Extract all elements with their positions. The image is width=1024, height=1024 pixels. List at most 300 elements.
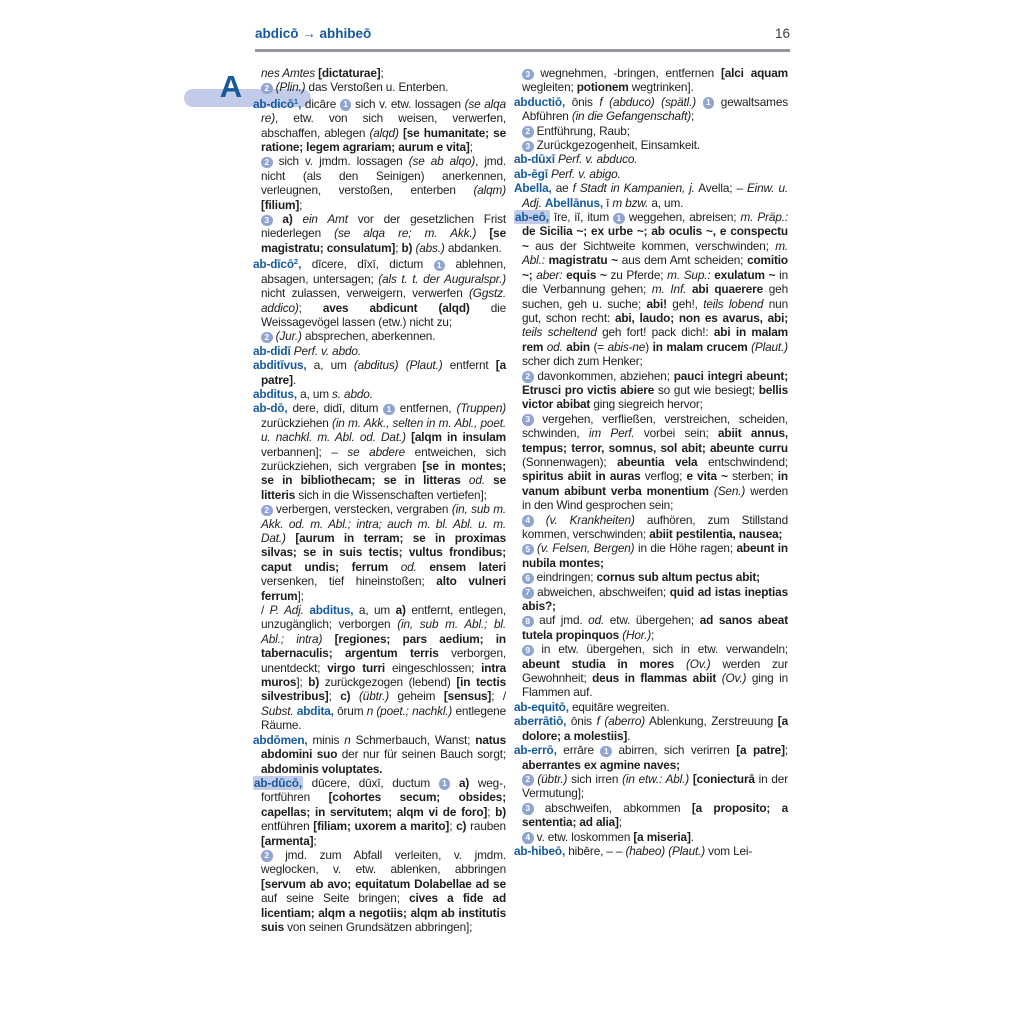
text-segment: Entführung, Raub; [533, 123, 630, 138]
headword: aberrātiō, [514, 714, 567, 729]
headword: ab-errō, [514, 743, 557, 758]
headword: ab-equitō, [514, 699, 569, 714]
sense-number-badge: 4 [522, 832, 534, 844]
text-segment: f (abduco) (spätl.) [599, 94, 697, 109]
text-segment: abiit annus, tempus; terror, somnus, sol abit; abeunte curru [522, 426, 788, 455]
text-segment: ; [298, 300, 323, 315]
text-segment: davonkommen, abziehen; [533, 368, 674, 383]
dictionary-entry [253, 776, 506, 848]
sense-number-badge: 7 [522, 587, 534, 599]
sense-number-badge: 1 [434, 260, 446, 272]
text-segment: errāre [556, 743, 601, 758]
text-segment: in der Vermutung]; [522, 771, 788, 801]
text-segment: abi! [646, 296, 667, 311]
text-segment: c) [456, 819, 467, 834]
text-segment: intra muros [261, 660, 506, 690]
dictionary-entry [514, 844, 788, 858]
text-segment: īre, iī, itum [549, 210, 614, 225]
sense-number-badge: 3 [522, 69, 534, 81]
text-segment: [in tectis silvestribus] [261, 675, 506, 704]
text-segment: ōrum [333, 703, 367, 718]
sense-paragraph [514, 124, 788, 138]
text-segment: Perf. v. abigo. [550, 166, 621, 181]
text-segment: entschwindend; [697, 454, 788, 469]
text-segment: eingeschlossen; [385, 660, 482, 675]
text-segment: magistratu ~ [548, 253, 618, 268]
text-segment: geh suchen, geh u. suche; [522, 282, 788, 311]
sense-number-badge: 1 [439, 778, 451, 790]
text-segment: od. [546, 339, 563, 354]
text-segment: (Plaut.) [751, 339, 788, 354]
text-segment: a) [395, 603, 406, 618]
text-segment: ōnis [565, 94, 600, 109]
text-segment: , etw. von sich weisen, verwerfen, abschaffen, ablegen [261, 111, 506, 140]
sense-paragraph [253, 848, 506, 934]
sense-number-badge: 2 [522, 126, 534, 138]
text-segment: potionem [576, 80, 629, 95]
sense-number-badge: 3 [522, 141, 534, 153]
text-segment: / [261, 603, 270, 618]
text-segment: entlegene Räume. [261, 703, 506, 733]
text-segment: hibēre, – – [565, 843, 626, 858]
text-segment: aufhören, zum Stillstand kommen, verschwinden; [522, 512, 788, 541]
sense-paragraph [514, 513, 788, 542]
text-segment: se litteris [261, 473, 506, 502]
headword: ab-dūxī [514, 152, 555, 167]
text-segment: abeuntia vela [617, 454, 698, 469]
sense-paragraph [514, 585, 788, 614]
dictionary-entry [514, 152, 788, 166]
text-segment: jmd. zum Abfall verleiten, v. jmdm. weglocken, v. etw. ablenken, abbringen [261, 847, 506, 877]
continuation-paragraph [253, 66, 506, 80]
text-segment: virgo turri [327, 660, 386, 675]
headword-homonym-number: 1 [293, 96, 299, 106]
text-segment: (übtr.) [537, 771, 568, 786]
dictionary-entry [514, 743, 788, 772]
text-segment [293, 212, 303, 226]
text-segment: Ablenkung, Zerstreuung [645, 714, 778, 729]
text-segment: der nur für seinen Bauch sorgt; [337, 747, 506, 762]
text-segment: Subst. [261, 703, 294, 718]
text-segment: dicāre [301, 96, 340, 111]
text-segment: c) [340, 689, 351, 704]
text-segment: spiritus abiit in auras [522, 469, 641, 484]
text-segment: m bzw. [612, 195, 649, 210]
text-segment: wegtrinken]. [628, 80, 694, 95]
sense-paragraph [514, 412, 788, 513]
text-segment: (se alqa re; m. Akk.) [334, 226, 477, 241]
dictionary-entry [514, 167, 788, 181]
text-segment: in malam crucem [652, 339, 748, 354]
text-segment: a, um [353, 603, 396, 618]
text-segment: cornus sub altum pectus abit; [596, 570, 760, 585]
headword: ab-dō, [253, 401, 288, 416]
headword: ab-hibeō, [514, 843, 566, 858]
sense-paragraph [514, 66, 788, 95]
text-segment: in etw. übergehen, sich in etw. verwandeln; [533, 642, 788, 657]
text-segment: n (poet.; nachkl.) [366, 703, 453, 718]
text-segment: [alqm in insulam [411, 430, 506, 445]
text-segment: b) [308, 675, 320, 690]
text-segment: (in, sub m. Abl.; bl. Abl.; intra) [261, 617, 506, 646]
page-header [255, 27, 790, 41]
text-segment: (Jur.) [275, 329, 302, 344]
text-segment: pauci integri abeunt; Etrusci pro victis abiere [522, 368, 788, 397]
text-segment: (Ggstz. addico) [261, 286, 506, 315]
text-segment: wegnehmen, -bringen, entfernen [533, 66, 721, 80]
sense-number-badge: 2 [522, 774, 534, 786]
dictionary-entry [253, 387, 506, 401]
text-segment: Perf. v. abduco. [558, 152, 638, 167]
text-segment: nes Amtes [261, 66, 319, 80]
dictionary-entry [514, 95, 788, 124]
text-segment: (Ov.) [685, 656, 711, 671]
text-segment: verbannen]; – [261, 444, 348, 459]
text-segment: minis [307, 732, 345, 747]
text-segment [417, 560, 430, 574]
headword: Abella, [514, 181, 552, 196]
text-segment: (in etw.: Abl.) [622, 771, 690, 786]
text-segment: m. Abl.: [522, 238, 788, 268]
text-segment: natus abdomini suo [261, 732, 506, 762]
text-segment: [se magistratu; consulatum] [261, 226, 506, 255]
text-segment: sich in die Wissenschaften vertiefen]; [295, 487, 487, 502]
lemma-range: abdicō → abhibeō [255, 26, 372, 41]
text-segment: abdominis voluptates. [261, 761, 383, 776]
headword: ab-dicō [253, 96, 294, 111]
sense-number-badge: 3 [522, 414, 534, 426]
text-segment: a, um [306, 358, 354, 373]
text-segment: zurückgezogen (lebend) [319, 675, 457, 690]
text-segment: nicht zulassen, verweigern, verwerfen [261, 286, 470, 301]
text-segment: (als t. t. der Auguralspr.) [378, 271, 506, 286]
text-segment: aberrantes ex agmine naves; [522, 757, 680, 772]
text-segment: b) [495, 804, 506, 819]
text-segment: (v. Krankheiten) [545, 512, 635, 527]
sense-number-badge: 2 [261, 83, 273, 95]
text-segment: (in m. Akk., selten in m. Abl., poet. u. nachkl. m. Abl. od. Dat.) [261, 415, 507, 445]
text-segment [674, 657, 686, 671]
text-segment: (v. Felsen, Bergen) [537, 541, 635, 556]
sense-number-badge: 2 [522, 371, 534, 383]
sense-paragraph [253, 502, 506, 603]
text-segment: quid ad istas ineptias abis?; [522, 584, 788, 614]
sense-number-badge: 1 [613, 213, 625, 225]
text-segment: vorbei sein; [634, 426, 719, 441]
dictionary-entry [253, 255, 506, 329]
text-segment: dūcere, dūxī, ductum [302, 775, 439, 790]
text-segment: aber: [536, 267, 563, 282]
headword: abditīvus, [253, 358, 307, 373]
text-segment: ; [691, 109, 695, 124]
text-segment: ]; [296, 675, 309, 690]
text-segment: [a patre] [736, 743, 785, 758]
text-segment: ; / [491, 689, 506, 704]
text-segment: eindringen; [533, 570, 597, 585]
sense-number-badge: 2 [261, 505, 273, 517]
sense-number-badge: 1 [340, 99, 352, 111]
text-segment: vor der gesetzlichen Frist niederlegen [261, 212, 506, 241]
headword: ab-eō, [515, 210, 549, 225]
text-segment [461, 473, 469, 487]
text-segment: vom Lei- [705, 843, 753, 858]
text-segment: exulatum ~ [714, 267, 776, 282]
text-segment [388, 560, 401, 574]
text-segment [273, 212, 283, 226]
text-segment: weggehen, abreisen; [624, 210, 741, 225]
text-segment: entführen [261, 819, 314, 834]
text-segment: ; [395, 240, 402, 255]
text-segment: . [292, 372, 297, 387]
text-segment: weg-, fortführen [261, 775, 506, 805]
text-segment: werden zur Gewohnheit; [522, 656, 788, 686]
text-segment: (se alqa re) [261, 96, 506, 126]
text-segment: (Sen.) [713, 483, 746, 498]
text-segment: (alqd) [369, 125, 399, 140]
header-rule [255, 49, 790, 52]
text-segment: [aurum in terram; se in proximas silvas; se in suis tectis; vultus frondibus; caput undis; ferrum [261, 531, 506, 574]
right-column [514, 66, 788, 858]
text-segment: dīcere, dīxī, dictum [301, 257, 434, 272]
sense-paragraph [253, 329, 506, 343]
text-segment: zurückziehen [261, 415, 333, 430]
text-segment: (Ov.) [721, 671, 747, 686]
text-segment [286, 531, 296, 545]
dictionary-entry [253, 344, 506, 358]
sense-number-badge: 2 [261, 850, 273, 862]
sense-number-badge: 2 [261, 157, 273, 169]
text-segment: (habeo) (Plaut.) [625, 843, 706, 858]
text-segment: . [690, 829, 694, 844]
text-segment: (alqm) [473, 183, 506, 198]
text-segment: (Sonnenwagen); [522, 454, 618, 469]
text-segment: gewaltsames Abführen [522, 94, 788, 124]
text-segment: Einw. u. Adj. [522, 181, 788, 210]
text-segment: sterben; [727, 469, 778, 484]
text-segment: [se in montes; se in bibliothecam; se in litteras [261, 458, 506, 488]
text-segment: dere, didī, ditum [287, 401, 384, 416]
text-segment: sich v. jmdm. lossagen [272, 154, 409, 169]
text-segment: [dictaturae] [318, 66, 381, 80]
text-segment: [a proposito; a sententia; ad alia] [522, 800, 788, 830]
text-segment: ad sanos abeat tutela propinquos [522, 613, 788, 642]
sense-number-badge: 2 [261, 332, 273, 344]
headword-homonym-number: 2 [293, 257, 299, 267]
dictionary-entry [514, 700, 788, 714]
text-segment: m. Inf. [651, 282, 687, 297]
text-segment: abschweifen, abkommen [533, 800, 692, 815]
text-segment: von seinen Grundsätzen abbringen]; [284, 919, 473, 934]
left-column [253, 66, 506, 934]
sense-number-badge: 5 [522, 544, 534, 556]
text-segment: geheim [388, 689, 444, 704]
text-segment: in die Verbannung gehen; [522, 267, 788, 297]
text-segment: [a dolore; a molestiis] [522, 714, 788, 743]
dictionary-entry [253, 95, 506, 155]
text-segment: (se ab alqo) [408, 154, 476, 169]
text-segment: v. etw. loskommen [533, 829, 634, 844]
text-segment: teils lobend [703, 296, 764, 311]
text-segment [350, 689, 359, 703]
text-segment: ī [603, 195, 613, 210]
text-segment: equis ~ [566, 267, 607, 282]
sense-paragraph [253, 154, 506, 212]
text-segment: sich irren [567, 771, 623, 786]
text-segment: equitāre wegreiten. [568, 699, 670, 714]
headword: abditus, [309, 603, 354, 618]
text-segment: ging siegreich hervor; [590, 397, 703, 412]
text-segment: so gut wie besiegt; [654, 382, 759, 397]
text-segment: [filium] [261, 197, 300, 212]
headword: abdita, [296, 703, 334, 718]
text-segment: se abdere [347, 444, 406, 459]
sense-paragraph [253, 212, 506, 255]
text-segment: b) [401, 240, 413, 255]
text-segment: abiit pestilentia, nausea; [649, 527, 783, 541]
text-segment: (in, sub m. Akk. od. m. Abl.; intra; auch m. bl. Abl. u. m. Dat.) [261, 502, 507, 545]
sense-paragraph [514, 772, 788, 801]
text-segment [322, 632, 334, 646]
text-segment: ablehnen, absagen, untersagen; [261, 257, 506, 286]
dictionary-entry [253, 401, 506, 502]
text-segment: wegleiten; [522, 80, 577, 95]
text-segment: teils scheltend [522, 325, 597, 340]
text-segment: (übtr.) [359, 689, 389, 704]
sense-paragraph [514, 570, 788, 584]
text-segment: ; [469, 140, 473, 155]
sense-paragraph [514, 613, 788, 642]
text-segment: verflog; [640, 469, 687, 484]
text-segment: [cohortes secum; obsides; capellas; in servitutem; alqm vi de foro] [261, 790, 506, 819]
text-segment: [alci aquam [720, 66, 788, 80]
sense-paragraph [514, 642, 788, 700]
page-number: 16 [774, 26, 790, 41]
text-segment: a, um [297, 386, 333, 401]
text-segment [696, 95, 703, 109]
text-segment: ]; [297, 588, 304, 603]
text-segment: [filiam; uxorem a marito] [313, 819, 450, 834]
text-segment: P. Adj. [269, 603, 304, 618]
text-segment: comitio ~; [522, 253, 788, 282]
text-segment: ; [651, 627, 655, 642]
dictionary-entry [514, 714, 788, 743]
text-segment: de Sicilia ~; ex urbe ~; ab oculis ~, e conspectu ~ [522, 224, 788, 253]
sense-number-badge: 3 [522, 803, 534, 815]
text-segment: etw. übergehen; [604, 613, 700, 628]
text-segment: abirren, sich verirren [611, 743, 737, 758]
text-segment: ensem lateri [429, 559, 506, 574]
sense-number-badge: 6 [522, 573, 534, 585]
text-segment: werden in den Wind gesprochen sein; [522, 483, 788, 513]
sense-number-badge: 9 [522, 645, 534, 657]
headword: , [298, 257, 302, 272]
text-segment: (abditus) (Plaut.) [353, 358, 443, 373]
text-segment: , jmd. nicht (als den Seinigen) anerkennen, verleugnen, verstoßen, enterben [261, 154, 507, 198]
text-segment: [sensus] [443, 689, 492, 704]
text-segment: (Hor.) [622, 627, 652, 642]
headword: abdōmen, [253, 732, 308, 747]
dictionary-entry [253, 358, 506, 387]
headword: abditus, [253, 386, 298, 401]
text-segment: abi in malam rem [522, 325, 788, 354]
text-segment: [coniecturā [692, 771, 755, 786]
text-segment: bellis victor abibat [522, 382, 788, 412]
sense-number-badge: 8 [522, 616, 534, 628]
text-segment [534, 513, 546, 527]
text-segment: a, um. [648, 195, 684, 210]
sense-paragraph [253, 80, 506, 94]
headword: ab-dīcō [253, 257, 294, 272]
text-segment: Perf. v. abdo. [293, 343, 361, 358]
text-segment: Zurückgezogenheit, Einsamkeit. [533, 138, 700, 153]
text-segment: geh fort! pack dich!: [596, 325, 714, 340]
text-segment: abweichen, abschweifen; [533, 584, 670, 599]
sense-paragraph [253, 603, 506, 733]
text-segment: (Truppen) [456, 401, 507, 416]
text-segment: s. abdo. [332, 386, 373, 401]
text-segment: scher dich zum Henker; [522, 354, 643, 369]
sense-paragraph [514, 138, 788, 152]
sense-number-badge: 3 [261, 215, 273, 227]
text-segment: Avella; – [694, 181, 747, 196]
headword: ab-ēgī [514, 166, 548, 181]
text-segment: [armenta] [261, 833, 314, 848]
text-segment: sich v. etw. lossagen [351, 96, 465, 111]
text-segment: ae [551, 181, 573, 196]
headword: , [298, 96, 302, 111]
text-segment: a) [282, 212, 293, 227]
sense-paragraph [514, 801, 788, 830]
text-segment: nun gut, schon recht: [522, 296, 788, 325]
text-segment: ; [313, 833, 317, 848]
text-segment: [servum ab avo; equitatum Dolabellae ad se [261, 876, 506, 891]
text-segment: [regiones; pars aedium; in tabernaculis; argentum terris [261, 631, 506, 661]
text-segment: aus der Sichtweite kommen, verschwinden; [528, 238, 776, 253]
text-segment: im Perf. [588, 426, 635, 441]
text-segment: abeunt studia in mores [522, 656, 675, 671]
text-segment: verborgen, unentdeckt; [261, 646, 506, 675]
text-segment: Schmerbauch, Wanst; [350, 732, 476, 747]
text-segment: ; [380, 66, 384, 80]
text-segment: ) [645, 339, 653, 354]
text-segment: m. Sup.: [667, 267, 711, 282]
dictionary-entry [253, 733, 506, 776]
text-segment: abdanken. [444, 240, 502, 255]
text-segment: entweichen, sich zurückziehen, sich vergraben [261, 444, 506, 473]
text-segment: ging in Flammen auf. [522, 671, 788, 700]
text-segment: ; [299, 197, 303, 212]
text-segment: f Stadt in Kampanien, j. [572, 181, 695, 196]
text-segment: auf jmd. [533, 613, 589, 628]
text-segment: alto vulneri ferrum [261, 574, 506, 603]
sense-paragraph [514, 830, 788, 844]
text-segment: entfernen, [394, 401, 457, 416]
text-segment: ; [487, 804, 496, 819]
sense-number-badge: 1 [703, 97, 715, 109]
text-segment: (= [589, 339, 608, 354]
text-segment: das Verstoßen u. Enterben. [305, 80, 449, 95]
text-segment: aus dem Amt scheiden; [618, 253, 748, 268]
text-segment [450, 776, 459, 790]
dictionary-entry [514, 181, 788, 210]
text-segment: [a patre] [261, 358, 506, 387]
sense-paragraph [514, 541, 788, 570]
text-segment: abi quaerere [692, 282, 763, 297]
text-segment: ; [784, 743, 788, 758]
text-segment: . [627, 728, 631, 743]
text-segment: od. [468, 473, 485, 488]
headword: abductiō, [514, 94, 566, 109]
